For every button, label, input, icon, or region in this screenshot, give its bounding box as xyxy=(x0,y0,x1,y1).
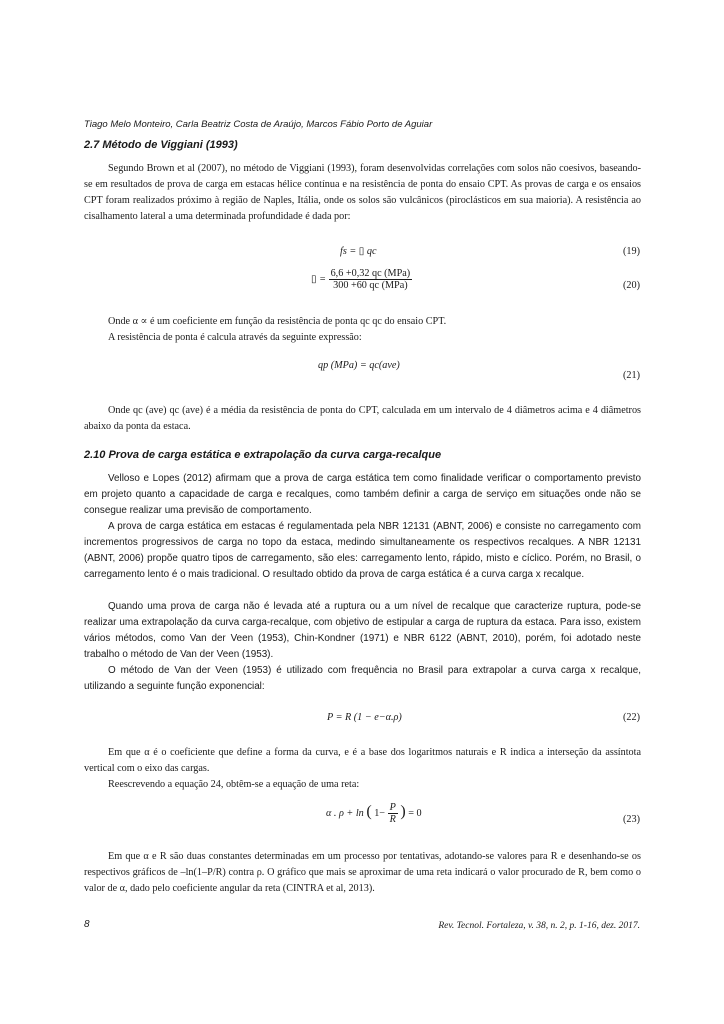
equation-20-lhs: ▯ = xyxy=(311,273,327,285)
equation-23-numerator: P xyxy=(389,802,396,813)
equation-20-denominator: 300 +60 qc (MPa) xyxy=(333,280,408,291)
paragraph-text: Reescrevendo a equação 24, obtêm-se a equação de uma reta: xyxy=(108,779,360,790)
equation-19: fs = ▯ qc xyxy=(340,246,377,257)
equation-number-21: (21) xyxy=(623,370,640,381)
paragraph-text: A prova de carga estática em estacas é regulamentada pela NBR 12131 (ABNT, 2006) e consiste no carregamento com incrementos progressivos de carga no topo da estaca, medindo simultaneamente os respectivos recalques. A NBR 12131 (ABNT, 2006) propõe quatro tipos de carregamento, são eles: carregamento lento, rápido, misto e cíclico. Porém, no Brasil, o carregamento lento é o mais tradicional. O resultado obtido da prova de carga estática é a curva carga x recalque. xyxy=(84,521,641,581)
paragraph-constants xyxy=(84,849,641,897)
paragraph-text: Segundo Brown et al (2007), no método de Viggiani (1993), foram desenvolvidas correlações com solos não coesivos, baseando-se em resultados de prova de carga em estacas hélice contínua e na resistência de ponta do ensaio CPT. As provas de carga e os ensaios CPT foram realizados próximo à região de Naples, Itália, onde os solos são vulcânicos (piroclásticos em sua maioria). A resistência ao cisalhamento lateral a uma determinada profundidade é dada por: xyxy=(84,163,641,223)
section-heading-2-10: 2.10 Prova de carga estática e extrapolação da curva carga-recalque xyxy=(84,449,442,461)
equation-23-denominator: R xyxy=(389,814,396,825)
paragraph-text: Onde qc (ave) qc (ave) é a média da resistência de ponta do CPT, calculada em um intervalo de 4 diâmetros acima e 4 diâmetros abaixo da ponta da estaca. xyxy=(84,405,641,433)
paragraph-van-der-veen xyxy=(84,663,641,695)
paragraph-text: Em que α é o coeficiente que define a forma da curva, e é a base dos logaritmos naturais e R indica a interseção da assíntota vertical com o eixo das cargas. xyxy=(84,747,641,775)
paragraph-text: Em que α e R são duas constantes determinadas em um processo por tentativas, adotando-se valores para R e desenhando-se os respectivos gráficos de –ln(1–P/R) contra ρ. O gráfico que mais se aproximar de uma reta indicará o valor procurado de R, bem como o valor de α, dado pelo coeficiente angular da reta (CINTRA et al, 2013). xyxy=(84,851,641,895)
paragraph-text: O método de Van der Veen (1953) é utilizado com frequência no Brasil para extrapolar a curva carga x recalque, utilizando a seguinte função exponencial: xyxy=(84,665,641,693)
paragraph-rewrite xyxy=(84,777,641,793)
paragraph-extrapolation xyxy=(84,599,641,663)
equation-number-19: (19) xyxy=(623,246,640,257)
equation-number-20: (20) xyxy=(623,280,640,291)
section-heading-2-7: 2.7 Método de Viggiani (1993) xyxy=(84,139,238,151)
equation-23-left: α . ρ + ln xyxy=(326,807,364,819)
equation-20-numerator: 6,6 +0,32 qc (MPa) xyxy=(330,268,411,279)
paragraph-text: Quando uma prova de carga não é levada até a ruptura ou a um nível de recalque que caracterize ruptura, pode-se realizar uma extrapolação da curva carga-recalque, com objetivo de estipular a carga de ruptura da estaca. Para isso, existem vários métodos, como Van der Veen (1953), Chin-Kondner (1971) e NBR 6122 (ABNT, 2010), porém, foi adotado neste trabalho o método de Van der Veen (1953). xyxy=(84,601,641,661)
paragraph-qc-ave xyxy=(84,403,641,435)
paragraph-alpha-definition xyxy=(84,314,641,346)
paragraph-velloso-lopes xyxy=(84,471,641,519)
equation-21: qp (MPa) = qc(ave) xyxy=(318,360,400,371)
paragraph-alpha-curve xyxy=(84,745,641,777)
paragraph-nbr-12131 xyxy=(84,519,641,583)
page-number: 8 xyxy=(84,919,90,930)
equation-23-open-paren: ( xyxy=(366,802,372,820)
equation-23-one: 1− xyxy=(374,807,386,819)
paragraph-text: Onde α ∝ é um coeficiente em função da resistência de ponta qc qc do ensaio CPT. xyxy=(108,316,447,327)
equation-20-fraction xyxy=(329,268,413,291)
equation-number-23: (23) xyxy=(623,814,640,825)
journal-reference: Rev. Tecnol. Fortaleza, v. 38, n. 2, p. 1-16, dez. 2017. xyxy=(438,921,640,931)
running-header-authors: Tiago Melo Monteiro, Carla Beatriz Costa de Araújo, Marcos Fábio Porto de Aguiar xyxy=(84,119,433,130)
paragraph-viggiani-intro xyxy=(84,161,641,225)
equation-23 xyxy=(326,802,422,825)
equation-23-close-paren: ) xyxy=(400,802,406,820)
equation-22: P = R (1 − e−α.ρ) xyxy=(327,712,402,723)
equation-23-fraction xyxy=(388,802,398,825)
equation-number-22: (22) xyxy=(623,712,640,723)
equation-23-right: = 0 xyxy=(408,807,422,819)
equation-20 xyxy=(311,268,412,291)
paragraph-text: A resistência de ponta é calcula através da seguinte expressão: xyxy=(108,332,362,344)
paragraph-text: Velloso e Lopes (2012) afirmam que a prova de carga estática tem como finalidade verificar o comportamento previsto em projeto quanto a capacidade de carga e recalques, como também definir a carga de serviço em situações onde não se consegue realizar uma previsão de comportamento. xyxy=(84,473,641,517)
